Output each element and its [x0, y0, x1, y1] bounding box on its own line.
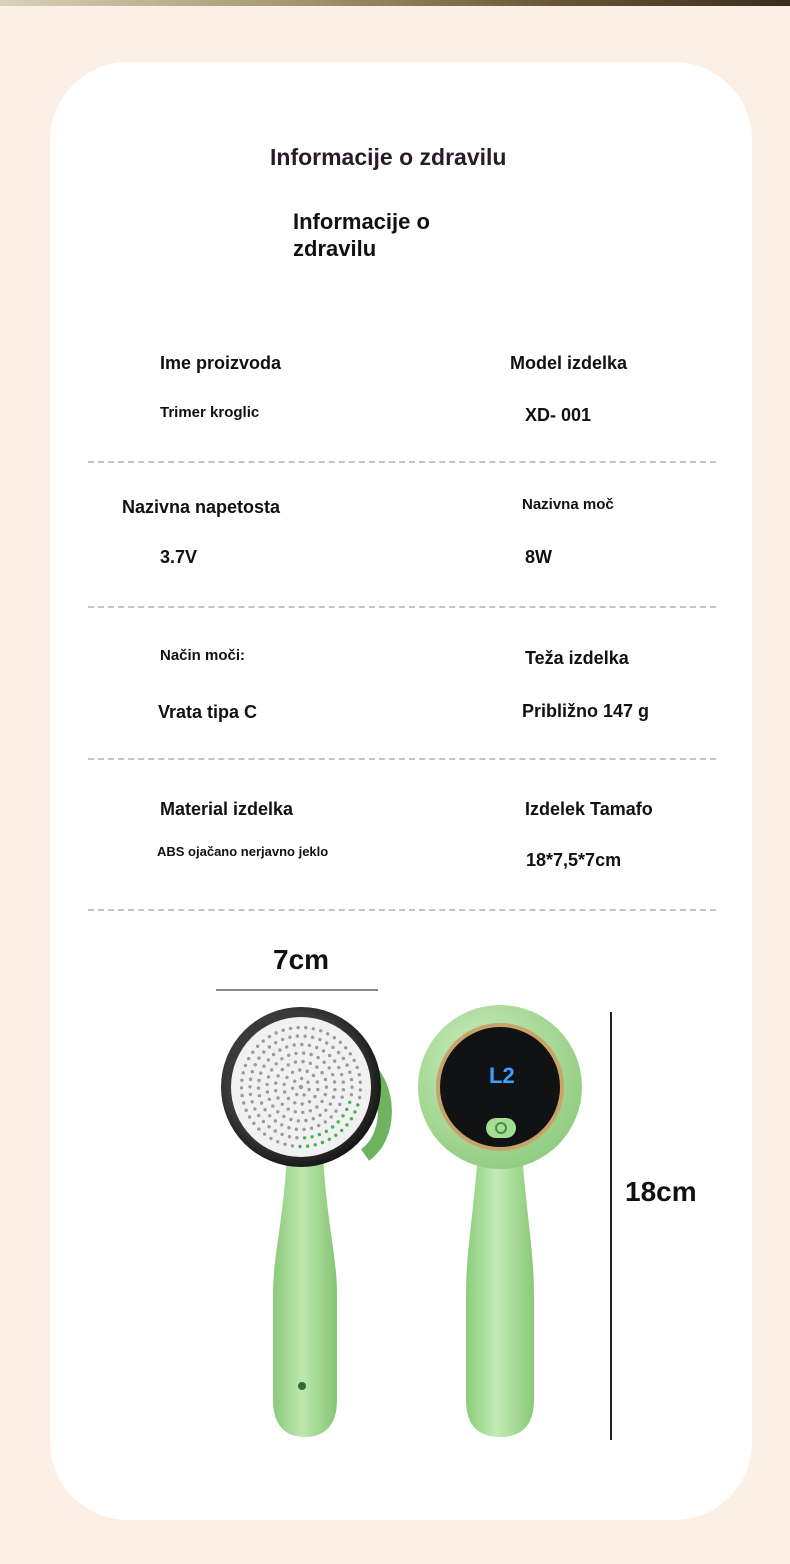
height-dimension-label: 18cm: [625, 1176, 697, 1207]
page-subtitle: Informacije o zdravilu: [293, 209, 430, 261]
width-dimension-label: 7cm: [273, 944, 330, 975]
spec-value-material: ABS ojačano nerjavno jeklo: [157, 844, 329, 859]
spec-value-voltage: 3.7V: [160, 547, 198, 567]
device-display-text: L2: [489, 1063, 515, 1088]
top-banner-strip: [0, 0, 790, 6]
spec-value-charging: Vrata tipa C: [158, 702, 258, 722]
spec-value-weight: Približno 147 g: [522, 701, 650, 721]
row-divider: [88, 461, 716, 463]
spec-value-model: XD- 001: [525, 405, 592, 425]
height-dimension-line: [610, 1012, 612, 1440]
row-divider: [88, 758, 716, 760]
spec-label-material: Material izdelka: [160, 799, 294, 819]
row-divider: [88, 606, 716, 608]
spec-card: [50, 62, 752, 1520]
spec-label-size: Izdelek Tamafo: [525, 799, 653, 819]
lint-remover-blade-side: [215, 1005, 395, 1445]
spec-value-size: 18*7,5*7cm: [526, 850, 622, 870]
spec-label-voltage: Nazivna napetosta: [122, 497, 281, 517]
spec-value-product-name: Trimer kroglic: [160, 404, 260, 421]
width-dimension-line: [216, 989, 378, 991]
spec-label-model: Model izdelka: [510, 353, 628, 373]
power-button-icon: [496, 1119, 516, 1139]
spec-label-charging: Način moči:: [160, 647, 246, 664]
spec-label-power: Nazivna moč: [522, 496, 614, 513]
page-title: Informacije o zdravilu: [270, 144, 507, 170]
spec-value-power: 8W: [525, 547, 552, 567]
row-divider: [88, 909, 716, 911]
spec-label-product-name: Ime proizvoda: [160, 353, 282, 373]
spec-label-weight: Teža izdelka: [525, 648, 629, 668]
